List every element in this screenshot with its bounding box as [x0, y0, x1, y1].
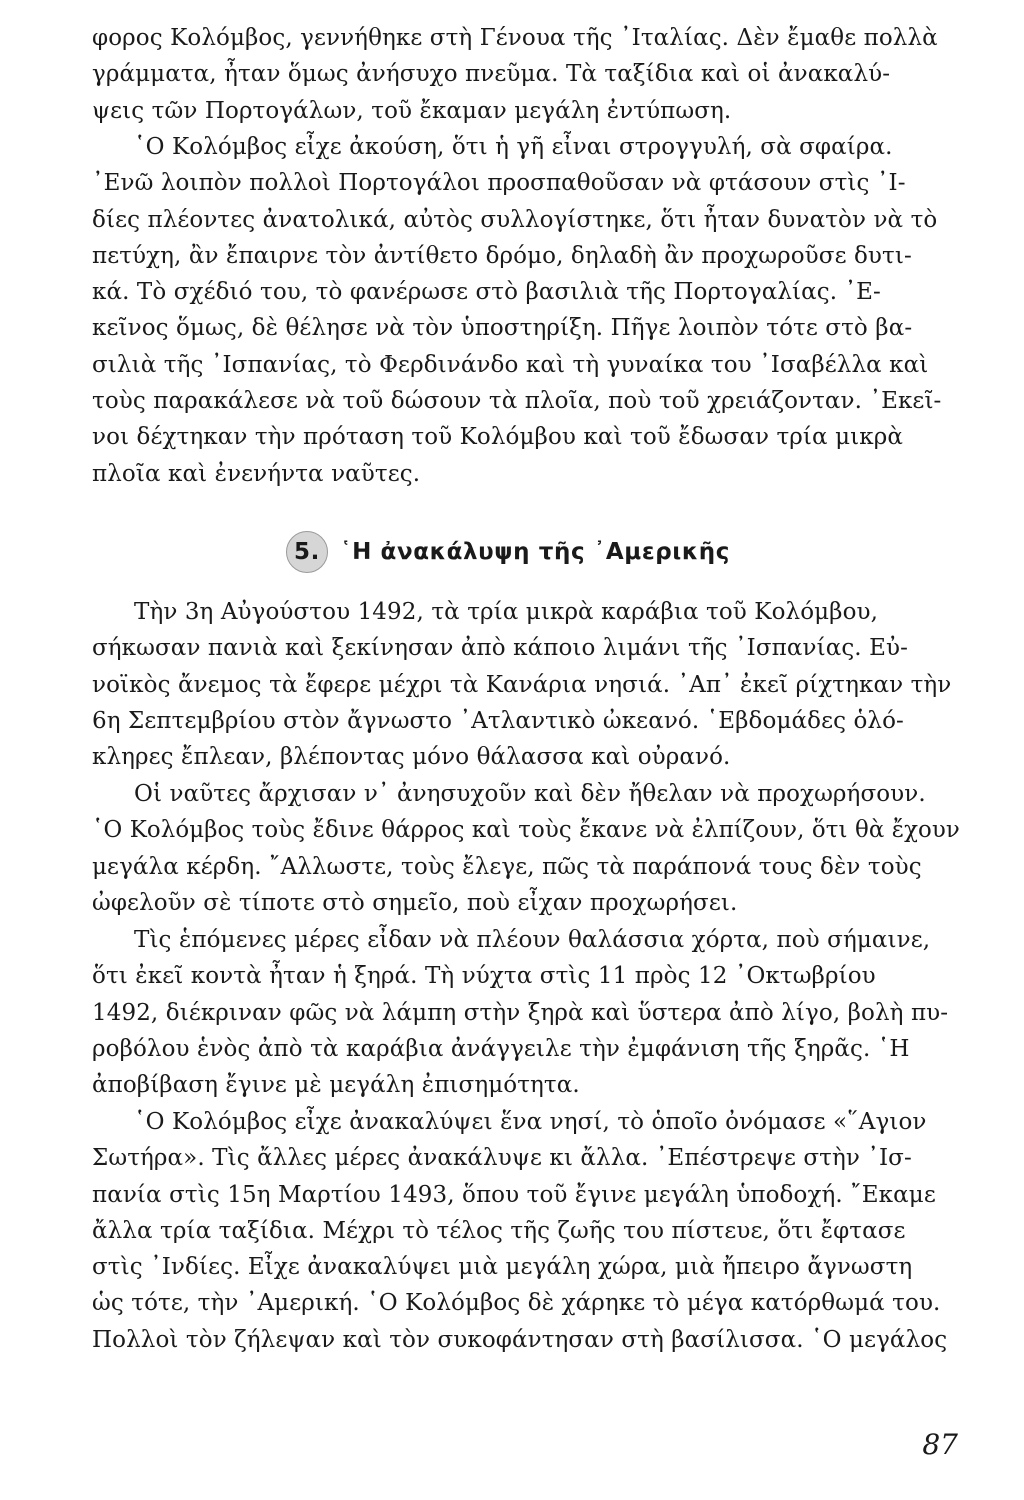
text-line: Σωτήρα». Τὶς ἄλλες μέρες ἀνακάλυψε κι ἄλλα. ᾿Επέστρεψε στὴν ᾿Ισ- — [92, 1145, 912, 1172]
text-line: πετύχη, ἂν ἔπαιρνε τὸν ἀντίθετο δρόμο, δηλαδὴ ἂν προχωροῦσε δυτι- — [92, 242, 912, 269]
section-title: ῾Η ἀνακάλυψη τῆς ᾿Αμερικῆς — [340, 539, 730, 565]
text-line: 6η Σεπτεμβρίου στὸν ἄγνωστο ᾿Ατλαντικὸ ὠκεανό. ῾Εβδομάδες ὁλό- — [92, 707, 904, 734]
text-line: Πολλοὶ τὸν ζήλεψαν καὶ τὸν συκοφάντησαν στὴ βασίλισσα. ῾Ο μεγάλος — [92, 1326, 948, 1353]
text-line: Τὴν 3η Αὐγούστου 1492, τὰ τρία μικρὰ καράβια τοῦ Κολόμβου, — [134, 599, 879, 625]
text-line: φορος Κολόμβος, γεννήθηκε στὴ Γένουα τῆς ᾿Ιταλίας. Δὲν ἔμαθε πολλὰ — [92, 25, 938, 51]
text-line: ὡς τότε, τὴν ᾿Αμερική. ῾Ο Κολόμβος δὲ χάρηκε τὸ μέγα κατόρθωμά του. — [92, 1290, 941, 1317]
page-number: 87 — [922, 1428, 958, 1461]
text-line: τοὺς παρακάλεσε νὰ τοῦ δώσουν τὰ πλοῖα, ποὺ τοῦ χρειάζονταν. ᾿Εκεῖ- — [92, 388, 942, 415]
text-line: μεγάλα κέρδη. ῎Αλλωστε, τοὺς ἔλεγε, πῶς τὰ παράπονά τους δὲν τοὺς — [92, 853, 922, 880]
text-line: νοι δέχτηκαν τὴν πρόταση τοῦ Κολόμβου καὶ τοῦ ἔδωσαν τρία μικρὰ — [92, 424, 903, 451]
text-line: σιλιὰ τῆς ᾿Ισπανίας, τὸ Φερδινάνδο καὶ τὴ γυναίκα του ᾿Ισαβέλλα καὶ — [92, 351, 929, 378]
voyage-paragraph — [92, 594, 960, 775]
columbus-plan-paragraph — [92, 129, 960, 492]
text-line: 1492, διέκριναν φῶς νὰ λάμπη στὴν ξηρὰ καὶ ὕστερα ἀπὸ λίγο, βολὴ πυ- — [92, 999, 949, 1026]
section-number: 5. — [286, 531, 328, 573]
section-heading — [286, 530, 730, 574]
text-line: νοϊκὸς ἄνεμος τὰ ἔφερε μέχρι τὰ Κανάρια νησιά. ᾿Απ᾿ ἐκεῖ ρίχτηκαν τὴν — [92, 671, 952, 698]
text-line: ὅτι ἐκεῖ κοντὰ ἦταν ἡ ξηρά. Τὴ νύχτα στὶς 11 πρὸς 12 ᾿Οκτωβρίου — [92, 963, 876, 990]
text-line: ῾Ο Κολόμβος εἶχε ἀκούση, ὅτι ἡ γῆ εἶναι στρογγυλή, σὰ σφαίρα. — [134, 134, 893, 160]
text-line: κεῖνος ὅμως, δὲ θέλησε νὰ τὸν ὑποστηρίξη. Πῆγε λοιπὸν τότε στὸ βα- — [92, 315, 913, 342]
text-line: σήκωσαν πανιὰ καὶ ξεκίνησαν ἀπὸ κάποιο λιμάνι τῆς ᾿Ισπανίας. Εὐ- — [92, 635, 908, 662]
text-line: Τὶς ἑπόμενες μέρες εἶδαν νὰ πλέουν θαλάσσια χόρτα, ποὺ σήμαινε, — [134, 927, 931, 953]
text-line: Οἱ ναῦτες ἄρχισαν ν᾿ ἀνησυχοῦν καὶ δὲν ἤθελαν νὰ προχωρήσουν. — [134, 781, 926, 807]
text-line: κά. Τὸ σχέδιό του, τὸ φανέρωσε στὸ βασιλιὰ τῆς Πορτογαλίας. ᾿Ε- — [92, 279, 881, 306]
text-line: ῾Ο Κολόμβος τοὺς ἔδινε θάρρος καὶ τοὺς ἔκανε νὰ ἐλπίζουν, ὅτι θὰ ἔχουν — [92, 817, 960, 844]
text-line: πανία στὶς 15η Μαρτίου 1493, ὅπου τοῦ ἔγινε μεγάλη ὑποδοχή. ῎Εκαμε — [92, 1181, 936, 1208]
text-line: κληρες ἔπλεαν, βλέποντας μόνο θάλασσα καὶ οὐρανό. — [92, 744, 731, 771]
text-line: ροβόλου ἑνὸς ἀπὸ τὰ καράβια ἀνάγγειλε τὴν ἐμφάνιση τῆς ξηρᾶς. ῾Η — [92, 1035, 910, 1062]
text-line: ἄλλα τρία ταξίδια. Μέχρι τὸ τέλος τῆς ζωῆς του πίστευε, ὅτι ἔφτασε — [92, 1217, 906, 1244]
text-line: γράμματα, ἦταν ὅμως ἀνήσυχο πνεῦμα. Τὰ ταξίδια καὶ οἱ ἀνακαλύ- — [92, 61, 891, 88]
text-line: στὶς ᾿Ινδίες. Εἶχε ἀνακαλύψει μιὰ μεγάλη χώρα, μιὰ ἤπειρο ἄγνωστη — [92, 1254, 913, 1281]
land-paragraph — [92, 922, 960, 1103]
text-line: ᾿Ενῶ λοιπὸν πολλοὶ Πορτογάλοι προσπαθοῦσαν νὰ φτάσουν στὶς ᾿Ι- — [92, 170, 906, 197]
text-line: ψεις τῶν Πορτογάλων, τοῦ ἔκαμαν μεγάλη ἐντύπωση. — [92, 97, 732, 124]
discovery-paragraph — [92, 1104, 960, 1358]
sailors-paragraph — [92, 776, 960, 921]
text-line: ὠφελοῦν σὲ τίποτε στὸ σημεῖο, ποὺ εἶχαν προχωρήσει. — [92, 889, 738, 916]
text-line: πλοῖα καὶ ἐνενήντα ναῦτες. — [92, 460, 421, 487]
intro-paragraph — [92, 20, 960, 129]
text-line: δίες πλέοντες ἀνατολικά, αὐτὸς συλλογίστηκε, ὅτι ἦταν δυνατὸν νὰ τὸ — [92, 206, 938, 233]
text-line: ῾Ο Κολόμβος εἶχε ἀνακαλύψει ἕνα νησί, τὸ ὁποῖο ὀνόμασε «῞Αγιον — [134, 1109, 927, 1135]
text-line: ἀποβίβαση ἔγινε μὲ μεγάλη ἐπισημότητα. — [92, 1072, 580, 1099]
